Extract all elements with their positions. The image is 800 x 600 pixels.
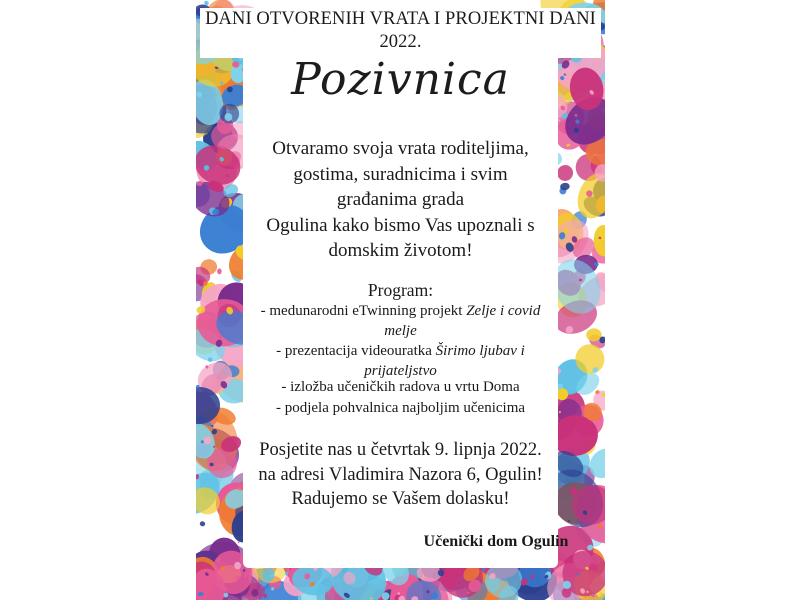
invitation-poster bbox=[196, 0, 605, 600]
visit-line: Posjetite nas u četvrtak 9. lipnja 2022. bbox=[259, 440, 542, 460]
intro-line: Ogulina kako bismo Vas upoznali s bbox=[266, 214, 535, 236]
event-title-line2: 2022. bbox=[379, 32, 422, 52]
invitation-heading: Pozivnica bbox=[291, 54, 510, 105]
paint-splash bbox=[264, 594, 267, 598]
intro-paragraph bbox=[216, 136, 585, 264]
program-item-awards: - podjela pohvalnica najboljim učenicima bbox=[275, 400, 526, 416]
event-title bbox=[200, 8, 601, 58]
intro-line: gostima, suradnicima i svim bbox=[293, 163, 508, 185]
visit-line: Radujemo se Vašem dolasku! bbox=[291, 489, 510, 509]
paint-splash bbox=[198, 592, 204, 596]
signature: Učenički dom Ogulin bbox=[423, 533, 569, 550]
program-item-etwinning bbox=[226, 301, 575, 341]
video-name: Širimo ljubav i bbox=[435, 343, 525, 359]
program-item-video bbox=[226, 341, 575, 381]
project-name: Zelje i covid bbox=[466, 303, 541, 319]
intro-line: građanima grada bbox=[336, 189, 465, 210]
paint-splash bbox=[217, 268, 222, 274]
intro-line: Otvaramo svoja vrata roditeljima, bbox=[272, 138, 529, 159]
program-item-text: - medunarodni eTwinning projekt bbox=[260, 303, 467, 319]
paint-splash bbox=[199, 521, 205, 527]
intro-line: domskim životom! bbox=[328, 240, 473, 261]
program-title: Program: bbox=[367, 280, 434, 300]
program-item-exhibition: - izložba učeničkih radova u vrtu Doma bbox=[281, 379, 520, 395]
video-name-cont: prijateljstvo bbox=[364, 363, 437, 379]
visit-paragraph bbox=[206, 438, 595, 512]
visit-line: na adresi Vladimira Nazora 6, Ogulin! bbox=[258, 464, 543, 485]
project-name-cont: melje bbox=[384, 323, 417, 339]
event-title-line1: DANI OTVORENIH VRATA I PROJEKTNI DANI bbox=[205, 9, 596, 29]
program-item-text: - prezentacija videouratka bbox=[276, 343, 436, 359]
